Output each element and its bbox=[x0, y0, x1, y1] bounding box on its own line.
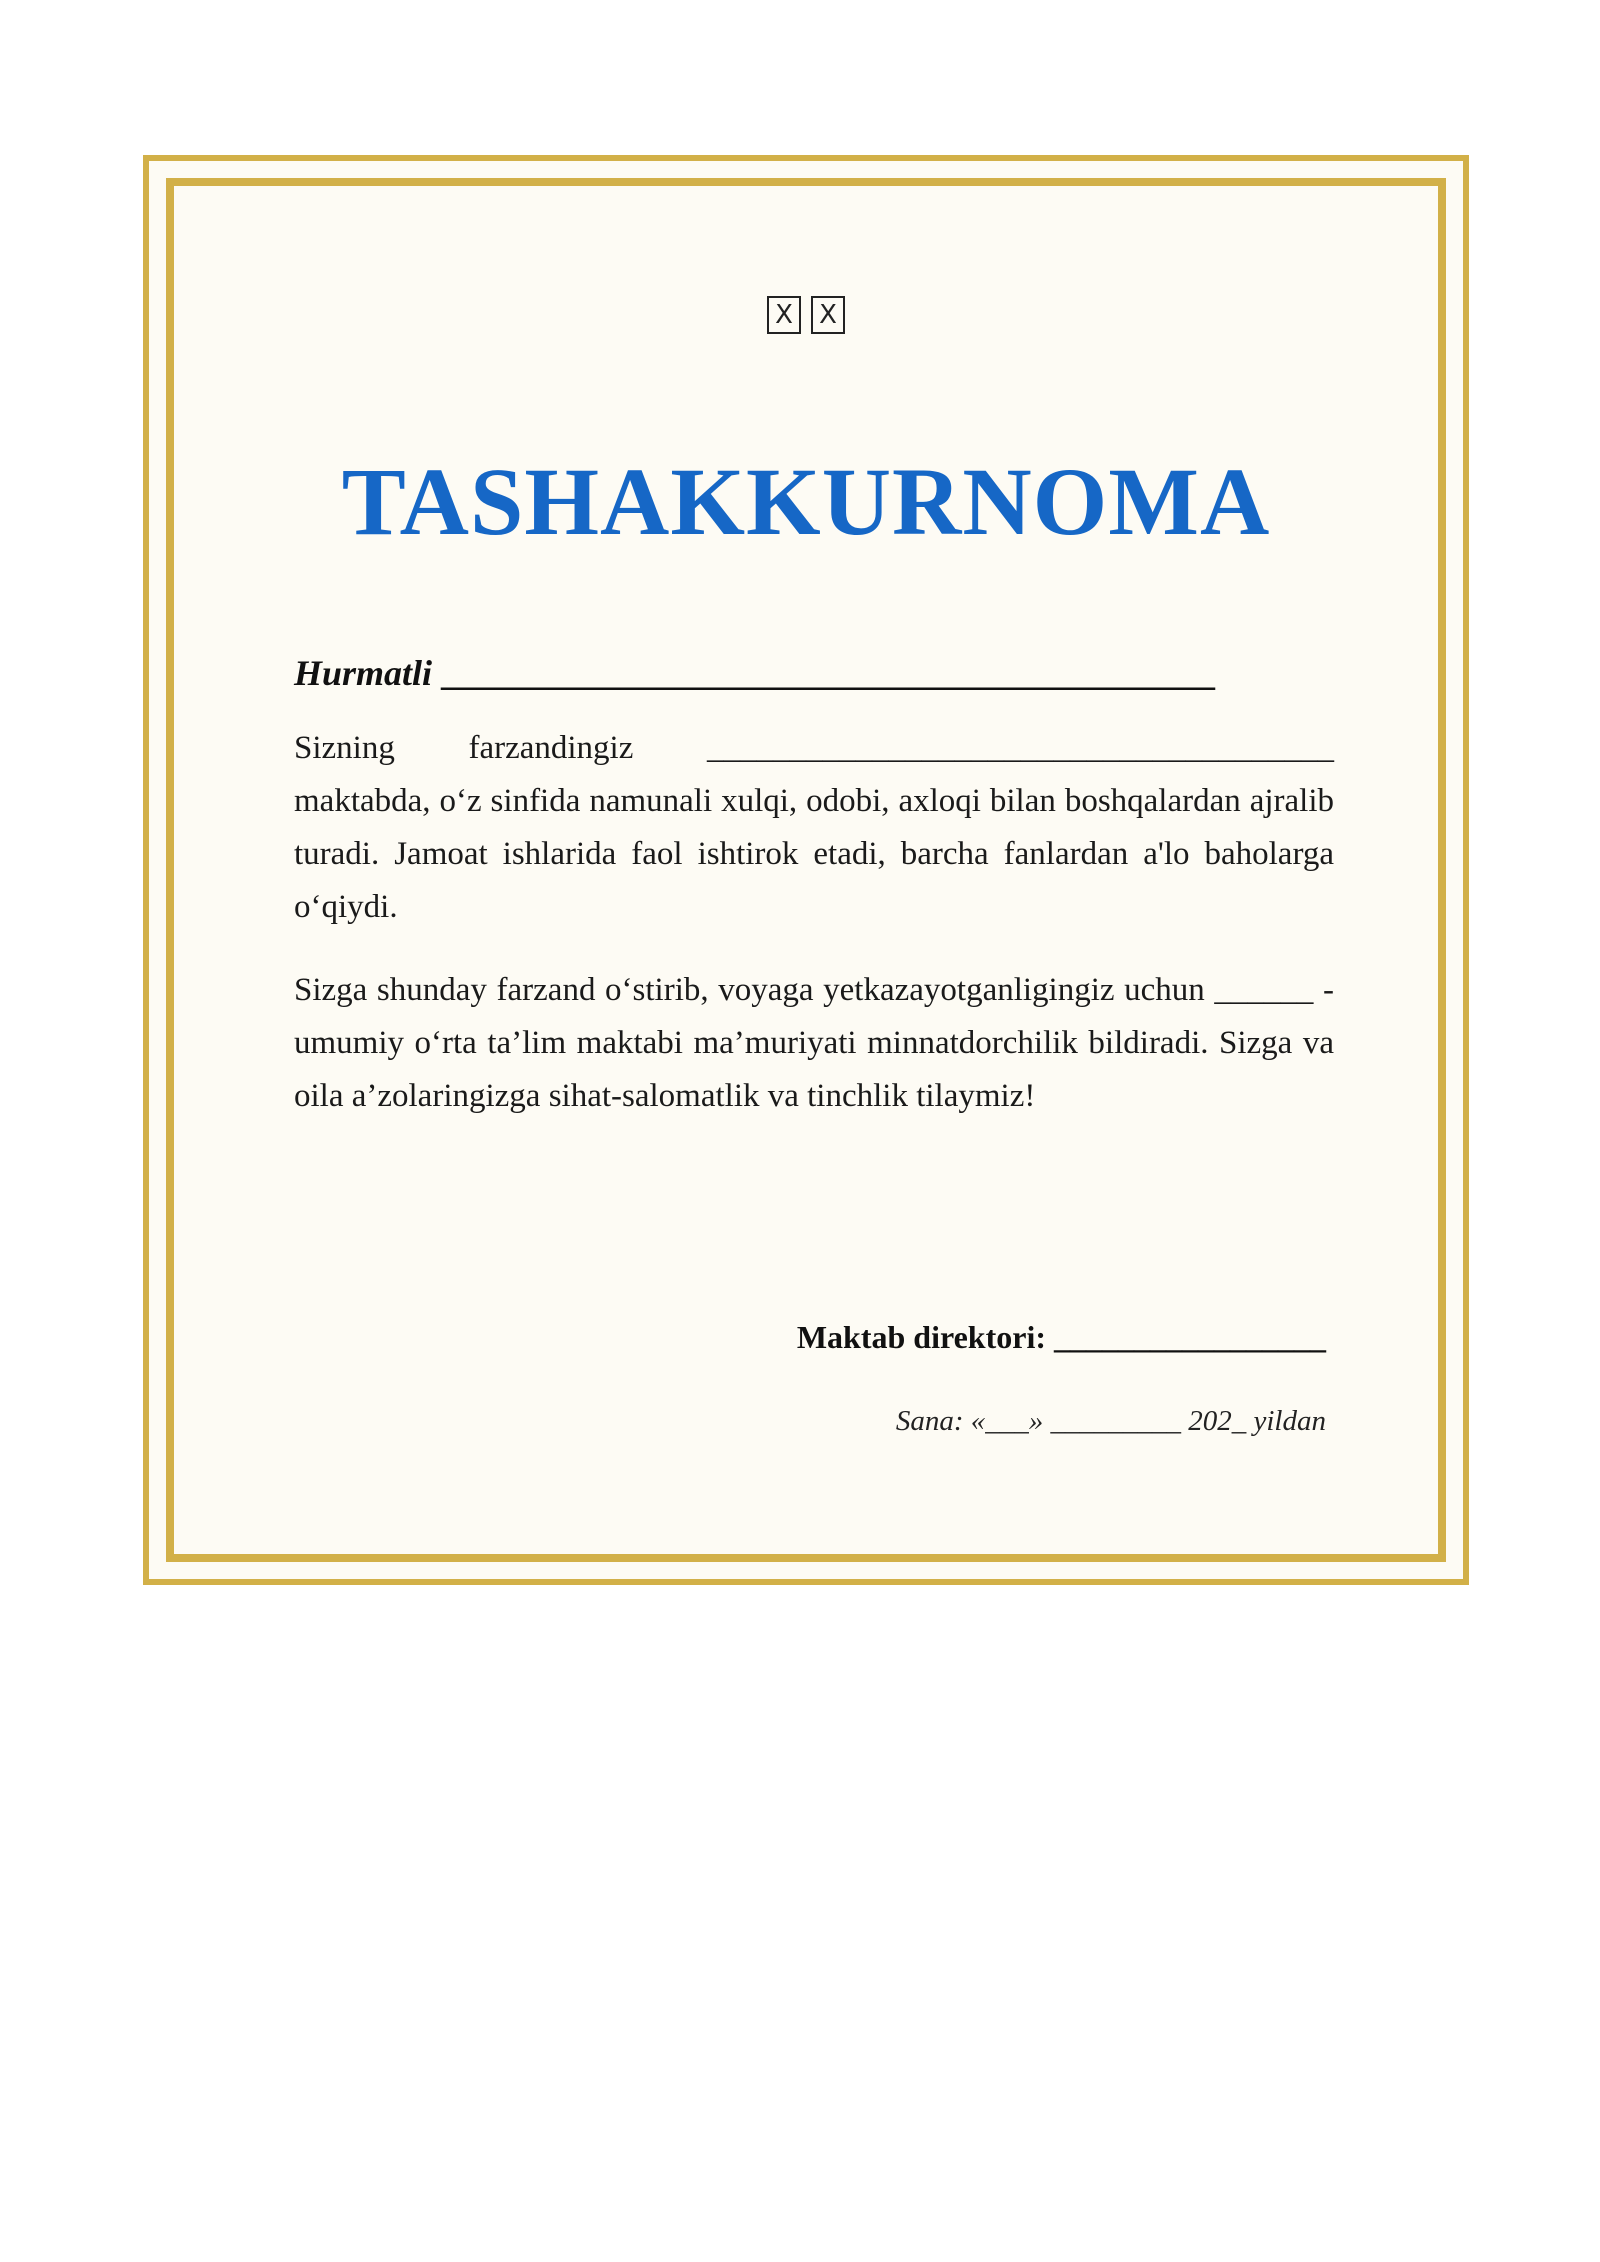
child-name-blank: ______________________________________ bbox=[707, 730, 1334, 766]
certificate-title: TASHAKKURNOMA bbox=[341, 448, 1271, 555]
date-line: Sana: «___» _________ 202_ yildan bbox=[895, 1405, 1326, 1437]
image-placeholders bbox=[174, 296, 1438, 334]
paragraph-gratitude: Sizga shunday farzand o‘stirib, voyaga yetkazayotganligingiz uchun ______ - umumiy o‘rta ta’lim maktabi ma’muriyati minnatdorchilik bildiradi. Sizga va oila a’zolaringizga sihat-salomatlik va tinchlik tilaymiz! bbox=[294, 972, 1334, 1114]
director-signature-line: Maktab direktori: _________________ bbox=[796, 1319, 1326, 1355]
salutation-line bbox=[294, 652, 1394, 695]
paragraph-word: Sizning bbox=[294, 730, 395, 766]
broken-image-icon: X bbox=[811, 296, 845, 334]
recipient-name-blank: ___________________________________________ bbox=[441, 653, 1216, 693]
paragraph-first-line bbox=[294, 722, 1334, 775]
certificate-inner-border bbox=[166, 178, 1446, 1562]
certificate-outer-border bbox=[143, 155, 1469, 1585]
paragraph-body-text: maktabda, o‘z sinfida namunali xulqi, odobi, axloqi bilan boshqalardan ajralib turadi. Jamoat ishlarida faol ishtirok etadi, barcha fanlardan a'lo baholarga o‘qiydi. bbox=[294, 783, 1334, 925]
paragraph-word: farzandingiz bbox=[468, 730, 634, 766]
broken-image-icon: X bbox=[767, 296, 801, 334]
paragraph-child-praise bbox=[294, 722, 1334, 934]
salutation-label: Hurmatli bbox=[294, 653, 433, 693]
